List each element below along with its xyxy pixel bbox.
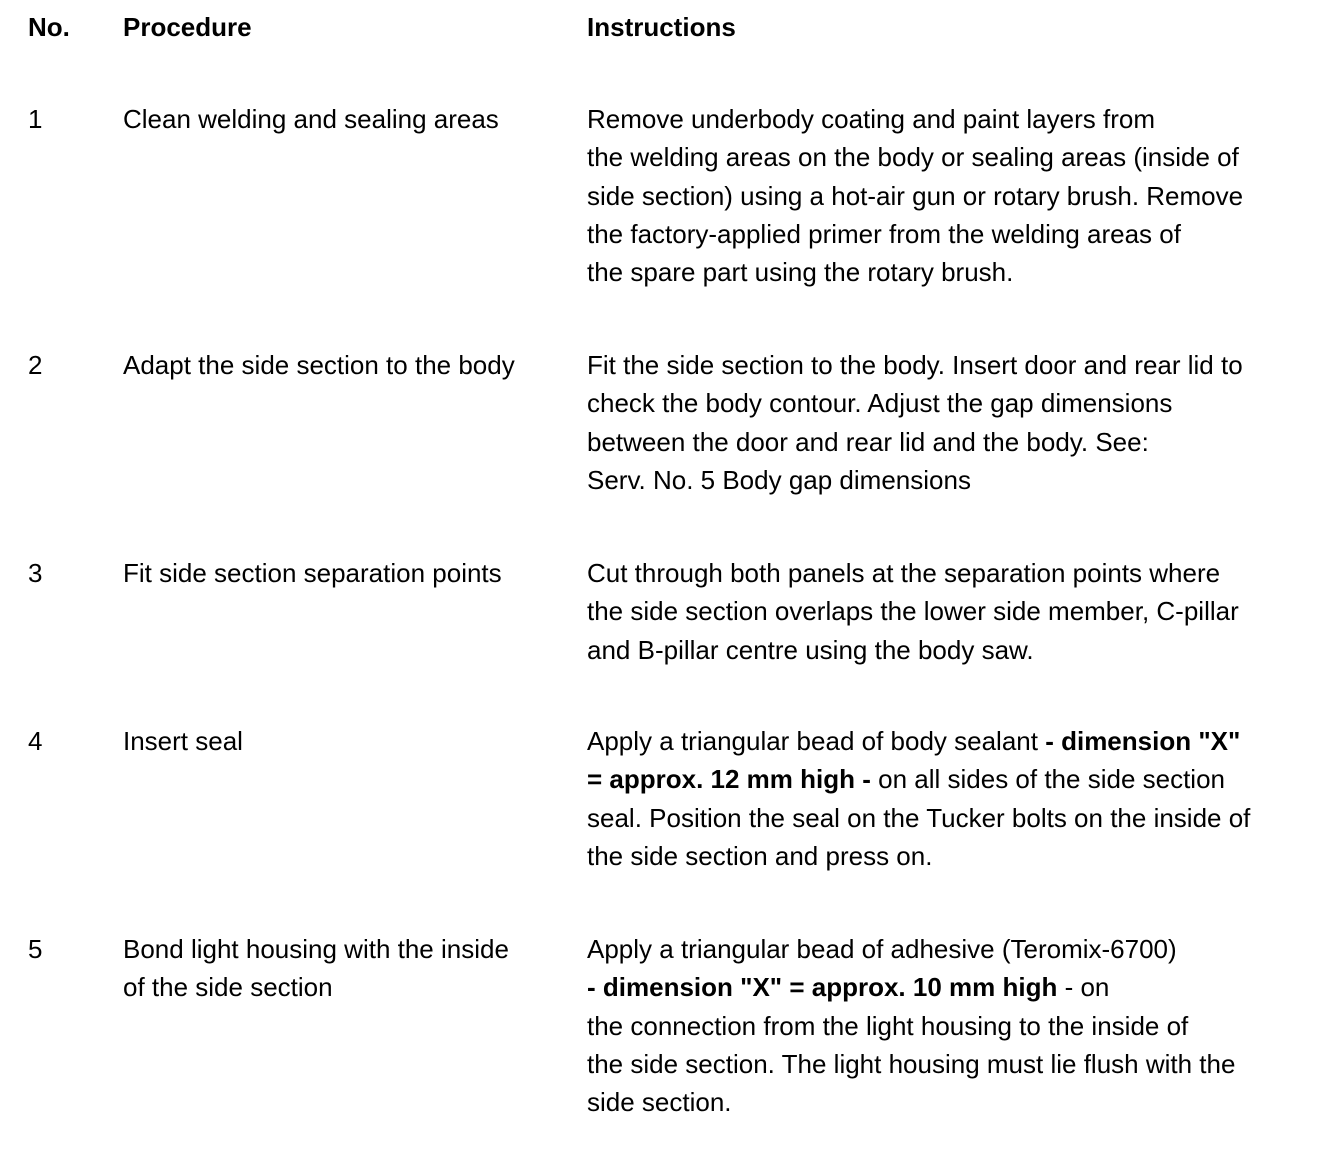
- row-number: 2: [28, 350, 43, 380]
- row-instructions: Apply a triangular bead of adhesive (Teromix-6700) - dimension "X" = approx. 10 mm high - on the connection from the light housing to the inside of the side section. The light housing must lie flush with the side section.: [587, 934, 1236, 1118]
- header-no: No.: [28, 12, 70, 42]
- row-procedure: Fit side section separation points: [123, 558, 502, 588]
- row-instructions: Fit the side section to the body. Insert door and rear lid to check the body contour. Adjust the gap dimensions between the door and rear lid and the body. See: Serv. No. 5 Body gap dimensions: [587, 350, 1243, 495]
- row-procedure: Insert seal: [123, 726, 243, 756]
- row-number: 1: [28, 104, 43, 134]
- row-instructions: Remove underbody coating and paint layers from the welding areas on the body or sealing areas (inside of side section) using a hot-air gun or rotary brush. Remove the factory-applied primer from the welding areas of the spare part using the rotary brush.: [587, 104, 1244, 288]
- header-procedure: Procedure: [123, 12, 252, 42]
- row-number: 5: [28, 934, 43, 964]
- row-number: 4: [28, 726, 43, 756]
- row-instructions: Apply a triangular bead of body sealant - dimension "X" = approx. 12 mm high - on all sides of the side section seal. Position the seal on the Tucker bolts on the inside of the side section and press on.: [587, 726, 1251, 871]
- row-procedure: Clean welding and sealing areas: [123, 104, 499, 134]
- header-instructions: Instructions: [587, 12, 736, 42]
- row-instructions: Cut through both panels at the separation points where the side section overlaps the lower side member, C-pillar and B-pillar centre using the body saw.: [587, 558, 1239, 665]
- row-procedure: Bond light housing with the inside of the side section: [123, 934, 509, 1003]
- row-procedure: Adapt the side section to the body: [123, 350, 515, 380]
- row-number: 3: [28, 558, 43, 588]
